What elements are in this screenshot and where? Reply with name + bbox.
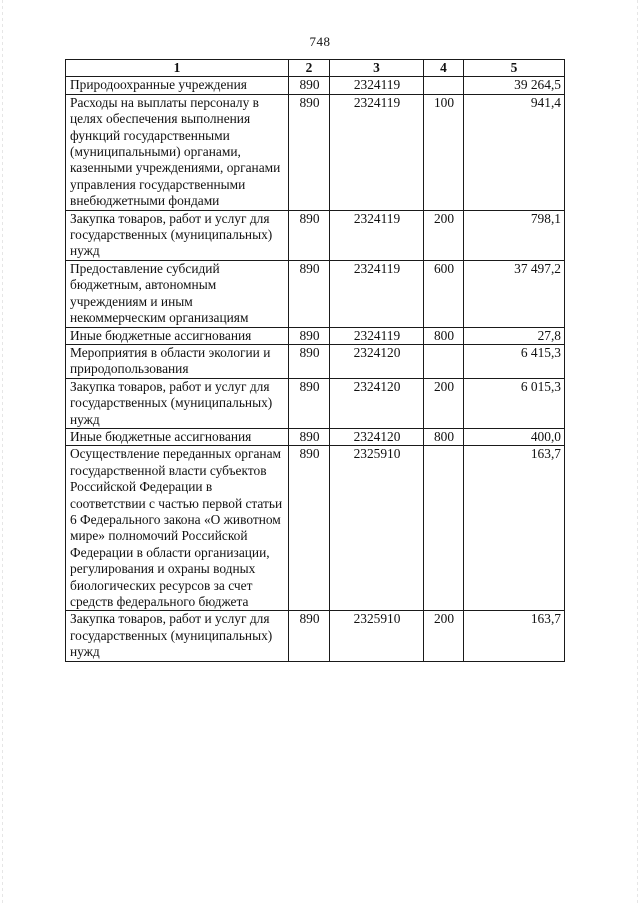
row-department-code: 890 (289, 611, 330, 661)
scan-edge-right (637, 0, 638, 905)
row-target-code: 2324120 (330, 344, 424, 378)
row-expense-type: 200 (424, 378, 464, 428)
table-row (66, 378, 565, 428)
row-department-code: 890 (289, 446, 330, 611)
page-number: 748 (309, 34, 331, 49)
table-row (66, 94, 565, 210)
row-target-code: 2325910 (330, 611, 424, 661)
row-name: Закупка товаров, работ и услуг для государственных (муниципальных) нужд (66, 210, 289, 260)
row-amount: 6 415,3 (464, 344, 565, 378)
row-amount: 941,4 (464, 94, 565, 210)
row-amount: 37 497,2 (464, 260, 565, 327)
row-department-code: 890 (289, 378, 330, 428)
header-row (66, 60, 565, 77)
header-col-2: 2 (289, 60, 330, 77)
row-target-code: 2325910 (330, 446, 424, 611)
row-amount: 400,0 (464, 428, 565, 445)
row-target-code: 2324120 (330, 378, 424, 428)
row-name: Предоставление субсидий бюджетным, автономным учреждениям и иным некоммерческим организациям (66, 260, 289, 327)
row-name: Закупка товаров, работ и услуг для государственных (муниципальных) нужд (66, 611, 289, 661)
row-name: Иные бюджетные ассигнования (66, 327, 289, 344)
table-row (66, 327, 565, 344)
row-amount: 798,1 (464, 210, 565, 260)
row-expense-type (424, 77, 464, 94)
row-expense-type: 200 (424, 210, 464, 260)
row-expense-type (424, 344, 464, 378)
header-col-3: 3 (330, 60, 424, 77)
row-expense-type: 800 (424, 327, 464, 344)
row-amount: 27,8 (464, 327, 565, 344)
budget-table (65, 59, 565, 662)
row-amount: 163,7 (464, 446, 565, 611)
header-col-1: 1 (66, 60, 289, 77)
row-expense-type: 600 (424, 260, 464, 327)
row-expense-type: 800 (424, 428, 464, 445)
row-department-code: 890 (289, 77, 330, 94)
table-row (66, 446, 565, 611)
row-target-code: 2324119 (330, 94, 424, 210)
row-name: Природоохранные учреждения (66, 77, 289, 94)
table-row (66, 611, 565, 661)
row-target-code: 2324119 (330, 77, 424, 94)
table-row (66, 260, 565, 327)
row-target-code: 2324119 (330, 210, 424, 260)
row-department-code: 890 (289, 260, 330, 327)
table-row (66, 210, 565, 260)
row-department-code: 890 (289, 210, 330, 260)
scan-edge-left (2, 0, 3, 905)
row-department-code: 890 (289, 428, 330, 445)
row-name: Иные бюджетные ассигнования (66, 428, 289, 445)
row-department-code: 890 (289, 344, 330, 378)
header-col-4: 4 (424, 60, 464, 77)
row-amount: 163,7 (464, 611, 565, 661)
table-row (66, 77, 565, 94)
header-col-5: 5 (464, 60, 565, 77)
row-name: Осуществление переданных органам государственной власти субъектов Российской Федерации в соответствии с частью первой статьи 6 Федерального закона «О животном мире» полномочий Российской Федерации в области организации, регулирования и охраны водных биологических ресурсов за счет средств федерального бюджета (66, 446, 289, 611)
row-expense-type: 100 (424, 94, 464, 210)
row-department-code: 890 (289, 327, 330, 344)
row-amount: 39 264,5 (464, 77, 565, 94)
table-row (66, 428, 565, 445)
row-target-code: 2324119 (330, 260, 424, 327)
row-name: Расходы на выплаты персоналу в целях обеспечения выполнения функций государственными (муниципальными) органами, казенными учреждениями, органами управления государственными внебюджетными фондами (66, 94, 289, 210)
row-expense-type (424, 446, 464, 611)
row-expense-type: 200 (424, 611, 464, 661)
row-name: Мероприятия в области экологии и природопользования (66, 344, 289, 378)
table-row (66, 344, 565, 378)
row-target-code: 2324120 (330, 428, 424, 445)
row-department-code: 890 (289, 94, 330, 210)
row-amount: 6 015,3 (464, 378, 565, 428)
row-name: Закупка товаров, работ и услуг для государственных (муниципальных) нужд (66, 378, 289, 428)
row-target-code: 2324119 (330, 327, 424, 344)
